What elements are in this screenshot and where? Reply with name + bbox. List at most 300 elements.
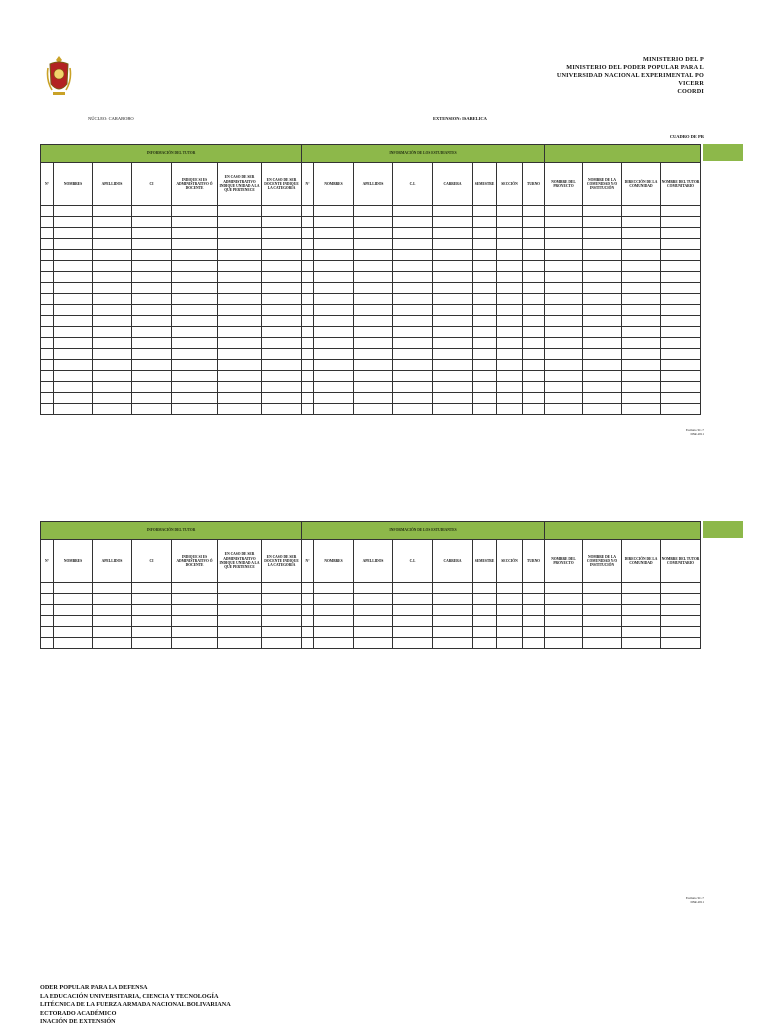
table-cell[interactable] <box>172 594 218 605</box>
table-cell[interactable] <box>172 393 218 404</box>
table-cell[interactable] <box>622 250 661 261</box>
table-cell[interactable] <box>354 261 393 272</box>
table-cell[interactable] <box>262 382 302 393</box>
table-cell[interactable] <box>622 316 661 327</box>
table-cell[interactable] <box>302 638 314 649</box>
table-cell[interactable] <box>54 217 93 228</box>
table-cell[interactable] <box>523 349 545 360</box>
table-cell[interactable] <box>314 206 354 217</box>
table-cell[interactable] <box>523 294 545 305</box>
table-cell[interactable] <box>132 250 172 261</box>
table-cell[interactable] <box>497 327 523 338</box>
table-cell[interactable] <box>218 360 262 371</box>
table-cell[interactable] <box>545 283 583 294</box>
table-cell[interactable] <box>433 239 473 250</box>
table-cell[interactable] <box>393 228 433 239</box>
table-cell[interactable] <box>473 583 497 594</box>
table-cell[interactable] <box>132 305 172 316</box>
table-cell[interactable] <box>622 594 661 605</box>
table-cell[interactable] <box>622 627 661 638</box>
table-cell[interactable] <box>473 294 497 305</box>
table-cell[interactable] <box>354 294 393 305</box>
table-cell[interactable] <box>93 283 132 294</box>
table-cell[interactable] <box>302 349 314 360</box>
table-cell[interactable] <box>433 206 473 217</box>
table-cell[interactable] <box>497 371 523 382</box>
table-cell[interactable] <box>497 261 523 272</box>
table-cell[interactable] <box>54 239 93 250</box>
table-cell[interactable] <box>172 305 218 316</box>
table-cell[interactable] <box>661 294 701 305</box>
table-cell[interactable] <box>41 594 54 605</box>
table-cell[interactable] <box>93 616 132 627</box>
table-cell[interactable] <box>393 371 433 382</box>
table-cell[interactable] <box>622 272 661 283</box>
table-cell[interactable] <box>433 228 473 239</box>
table-cell[interactable] <box>393 261 433 272</box>
table-cell[interactable] <box>314 217 354 228</box>
table-cell[interactable] <box>433 338 473 349</box>
table-cell[interactable] <box>497 404 523 415</box>
table-cell[interactable] <box>583 349 622 360</box>
table-cell[interactable] <box>393 327 433 338</box>
table-cell[interactable] <box>314 627 354 638</box>
table-cell[interactable] <box>93 404 132 415</box>
table-cell[interactable] <box>497 594 523 605</box>
table-cell[interactable] <box>583 583 622 594</box>
table-cell[interactable] <box>41 393 54 404</box>
table-cell[interactable] <box>302 393 314 404</box>
table-cell[interactable] <box>93 594 132 605</box>
table-cell[interactable] <box>583 382 622 393</box>
table-cell[interactable] <box>262 239 302 250</box>
table-cell[interactable] <box>54 627 93 638</box>
table-cell[interactable] <box>545 349 583 360</box>
table-cell[interactable] <box>473 371 497 382</box>
table-cell[interactable] <box>661 627 701 638</box>
table-cell[interactable] <box>93 349 132 360</box>
table-cell[interactable] <box>497 206 523 217</box>
table-cell[interactable] <box>497 627 523 638</box>
table-cell[interactable] <box>41 228 54 239</box>
table-cell[interactable] <box>302 250 314 261</box>
table-cell[interactable] <box>54 261 93 272</box>
table-cell[interactable] <box>218 393 262 404</box>
table-cell[interactable] <box>354 327 393 338</box>
table-cell[interactable] <box>172 583 218 594</box>
table-cell[interactable] <box>54 638 93 649</box>
table-cell[interactable] <box>393 305 433 316</box>
table-cell[interactable] <box>354 393 393 404</box>
table-cell[interactable] <box>218 250 262 261</box>
table-cell[interactable] <box>583 294 622 305</box>
table-cell[interactable] <box>93 261 132 272</box>
table-cell[interactable] <box>523 338 545 349</box>
table-cell[interactable] <box>41 371 54 382</box>
table-cell[interactable] <box>172 360 218 371</box>
table-cell[interactable] <box>262 316 302 327</box>
table-cell[interactable] <box>473 349 497 360</box>
table-cell[interactable] <box>545 250 583 261</box>
table-cell[interactable] <box>54 404 93 415</box>
table-cell[interactable] <box>93 393 132 404</box>
table-cell[interactable] <box>218 404 262 415</box>
table-cell[interactable] <box>545 294 583 305</box>
table-cell[interactable] <box>433 605 473 616</box>
table-cell[interactable] <box>54 360 93 371</box>
table-cell[interactable] <box>41 305 54 316</box>
table-cell[interactable] <box>93 382 132 393</box>
table-cell[interactable] <box>93 327 132 338</box>
table-cell[interactable] <box>473 616 497 627</box>
table-cell[interactable] <box>354 250 393 261</box>
table-cell[interactable] <box>314 327 354 338</box>
table-cell[interactable] <box>497 272 523 283</box>
table-cell[interactable] <box>302 371 314 382</box>
table-cell[interactable] <box>302 404 314 415</box>
table-cell[interactable] <box>583 206 622 217</box>
table-cell[interactable] <box>93 627 132 638</box>
table-cell[interactable] <box>545 605 583 616</box>
table-cell[interactable] <box>132 382 172 393</box>
table-cell[interactable] <box>93 228 132 239</box>
table-cell[interactable] <box>262 327 302 338</box>
table-cell[interactable] <box>622 261 661 272</box>
table-cell[interactable] <box>93 371 132 382</box>
table-cell[interactable] <box>314 616 354 627</box>
table-cell[interactable] <box>93 638 132 649</box>
table-cell[interactable] <box>523 627 545 638</box>
table-cell[interactable] <box>132 605 172 616</box>
table-cell[interactable] <box>622 638 661 649</box>
table-cell[interactable] <box>523 261 545 272</box>
table-cell[interactable] <box>393 627 433 638</box>
table-cell[interactable] <box>473 261 497 272</box>
table-cell[interactable] <box>622 393 661 404</box>
table-cell[interactable] <box>497 239 523 250</box>
table-cell[interactable] <box>661 349 701 360</box>
table-cell[interactable] <box>218 327 262 338</box>
table-cell[interactable] <box>583 239 622 250</box>
table-cell[interactable] <box>661 583 701 594</box>
table-cell[interactable] <box>523 327 545 338</box>
table-cell[interactable] <box>93 583 132 594</box>
table-cell[interactable] <box>132 327 172 338</box>
table-cell[interactable] <box>54 349 93 360</box>
table-cell[interactable] <box>622 605 661 616</box>
table-cell[interactable] <box>661 360 701 371</box>
table-cell[interactable] <box>393 616 433 627</box>
table-cell[interactable] <box>93 272 132 283</box>
table-cell[interactable] <box>172 228 218 239</box>
table-cell[interactable] <box>583 627 622 638</box>
table-cell[interactable] <box>132 206 172 217</box>
table-cell[interactable] <box>262 305 302 316</box>
table-cell[interactable] <box>622 583 661 594</box>
table-cell[interactable] <box>433 294 473 305</box>
table-cell[interactable] <box>218 338 262 349</box>
table-cell[interactable] <box>302 206 314 217</box>
table-cell[interactable] <box>661 616 701 627</box>
table-cell[interactable] <box>41 283 54 294</box>
table-cell[interactable] <box>314 261 354 272</box>
table-cell[interactable] <box>93 316 132 327</box>
table-cell[interactable] <box>262 371 302 382</box>
table-cell[interactable] <box>473 338 497 349</box>
table-cell[interactable] <box>132 404 172 415</box>
table-cell[interactable] <box>393 594 433 605</box>
table-cell[interactable] <box>393 283 433 294</box>
table-cell[interactable] <box>172 616 218 627</box>
table-cell[interactable] <box>262 206 302 217</box>
table-cell[interactable] <box>497 605 523 616</box>
table-cell[interactable] <box>661 371 701 382</box>
table-cell[interactable] <box>433 360 473 371</box>
table-cell[interactable] <box>354 371 393 382</box>
table-cell[interactable] <box>54 371 93 382</box>
table-cell[interactable] <box>523 206 545 217</box>
table-cell[interactable] <box>473 305 497 316</box>
table-cell[interactable] <box>314 283 354 294</box>
table-cell[interactable] <box>314 316 354 327</box>
table-cell[interactable] <box>583 638 622 649</box>
table-cell[interactable] <box>497 294 523 305</box>
table-cell[interactable] <box>583 250 622 261</box>
table-cell[interactable] <box>93 605 132 616</box>
table-cell[interactable] <box>262 294 302 305</box>
table-cell[interactable] <box>497 250 523 261</box>
table-cell[interactable] <box>354 616 393 627</box>
table-cell[interactable] <box>433 261 473 272</box>
table-cell[interactable] <box>473 217 497 228</box>
table-cell[interactable] <box>622 327 661 338</box>
table-cell[interactable] <box>433 316 473 327</box>
table-cell[interactable] <box>262 404 302 415</box>
table-cell[interactable] <box>302 605 314 616</box>
table-cell[interactable] <box>545 206 583 217</box>
table-cell[interactable] <box>583 360 622 371</box>
table-cell[interactable] <box>172 638 218 649</box>
table-cell[interactable] <box>314 404 354 415</box>
table-cell[interactable] <box>583 594 622 605</box>
table-cell[interactable] <box>262 627 302 638</box>
table-cell[interactable] <box>41 349 54 360</box>
table-cell[interactable] <box>497 283 523 294</box>
table-cell[interactable] <box>393 338 433 349</box>
table-cell[interactable] <box>314 294 354 305</box>
table-cell[interactable] <box>545 217 583 228</box>
table-cell[interactable] <box>132 283 172 294</box>
table-cell[interactable] <box>218 371 262 382</box>
table-cell[interactable] <box>172 250 218 261</box>
table-cell[interactable] <box>93 206 132 217</box>
table-cell[interactable] <box>132 261 172 272</box>
table-cell[interactable] <box>433 349 473 360</box>
table-cell[interactable] <box>545 239 583 250</box>
table-cell[interactable] <box>622 228 661 239</box>
table-cell[interactable] <box>218 605 262 616</box>
table-cell[interactable] <box>523 305 545 316</box>
table-cell[interactable] <box>497 393 523 404</box>
table-cell[interactable] <box>132 583 172 594</box>
table-cell[interactable] <box>622 338 661 349</box>
table-cell[interactable] <box>661 261 701 272</box>
table-cell[interactable] <box>545 382 583 393</box>
table-cell[interactable] <box>545 638 583 649</box>
table-cell[interactable] <box>54 228 93 239</box>
table-cell[interactable] <box>354 217 393 228</box>
table-cell[interactable] <box>314 228 354 239</box>
table-cell[interactable] <box>262 360 302 371</box>
table-cell[interactable] <box>354 316 393 327</box>
table-cell[interactable] <box>473 360 497 371</box>
table-cell[interactable] <box>262 605 302 616</box>
table-cell[interactable] <box>54 316 93 327</box>
table-cell[interactable] <box>473 283 497 294</box>
table-cell[interactable] <box>583 316 622 327</box>
table-cell[interactable] <box>393 250 433 261</box>
table-cell[interactable] <box>302 627 314 638</box>
table-cell[interactable] <box>433 404 473 415</box>
table-cell[interactable] <box>473 206 497 217</box>
table-cell[interactable] <box>661 594 701 605</box>
table-cell[interactable] <box>54 583 93 594</box>
table-cell[interactable] <box>661 228 701 239</box>
table-cell[interactable] <box>433 371 473 382</box>
table-cell[interactable] <box>523 217 545 228</box>
table-cell[interactable] <box>497 228 523 239</box>
table-cell[interactable] <box>393 605 433 616</box>
table-cell[interactable] <box>302 217 314 228</box>
table-cell[interactable] <box>314 583 354 594</box>
table-cell[interactable] <box>523 283 545 294</box>
table-cell[interactable] <box>545 360 583 371</box>
table-cell[interactable] <box>661 283 701 294</box>
table-cell[interactable] <box>41 239 54 250</box>
table-cell[interactable] <box>132 349 172 360</box>
table-cell[interactable] <box>314 349 354 360</box>
table-cell[interactable] <box>262 393 302 404</box>
table-cell[interactable] <box>54 272 93 283</box>
table-cell[interactable] <box>545 616 583 627</box>
table-cell[interactable] <box>93 250 132 261</box>
table-cell[interactable] <box>433 393 473 404</box>
table-cell[interactable] <box>545 327 583 338</box>
table-cell[interactable] <box>583 305 622 316</box>
table-cell[interactable] <box>262 228 302 239</box>
table-cell[interactable] <box>473 382 497 393</box>
table-cell[interactable] <box>622 404 661 415</box>
table-cell[interactable] <box>132 638 172 649</box>
table-cell[interactable] <box>302 616 314 627</box>
table-cell[interactable] <box>393 404 433 415</box>
table-cell[interactable] <box>54 283 93 294</box>
table-cell[interactable] <box>172 404 218 415</box>
table-cell[interactable] <box>132 371 172 382</box>
table-cell[interactable] <box>93 360 132 371</box>
table-cell[interactable] <box>218 316 262 327</box>
table-cell[interactable] <box>433 305 473 316</box>
table-cell[interactable] <box>218 261 262 272</box>
table-cell[interactable] <box>473 638 497 649</box>
table-cell[interactable] <box>661 305 701 316</box>
table-cell[interactable] <box>354 206 393 217</box>
table-cell[interactable] <box>132 627 172 638</box>
table-cell[interactable] <box>218 594 262 605</box>
table-cell[interactable] <box>433 638 473 649</box>
table-cell[interactable] <box>545 338 583 349</box>
table-cell[interactable] <box>314 250 354 261</box>
table-cell[interactable] <box>393 272 433 283</box>
table-cell[interactable] <box>302 316 314 327</box>
table-cell[interactable] <box>545 393 583 404</box>
table-cell[interactable] <box>218 627 262 638</box>
table-cell[interactable] <box>433 627 473 638</box>
table-cell[interactable] <box>218 272 262 283</box>
table-cell[interactable] <box>218 206 262 217</box>
table-cell[interactable] <box>473 327 497 338</box>
table-cell[interactable] <box>497 338 523 349</box>
table-cell[interactable] <box>172 338 218 349</box>
table-cell[interactable] <box>54 305 93 316</box>
table-cell[interactable] <box>218 228 262 239</box>
table-cell[interactable] <box>545 305 583 316</box>
table-cell[interactable] <box>545 272 583 283</box>
table-cell[interactable] <box>622 283 661 294</box>
table-cell[interactable] <box>622 206 661 217</box>
table-cell[interactable] <box>523 272 545 283</box>
table-cell[interactable] <box>354 627 393 638</box>
table-cell[interactable] <box>41 294 54 305</box>
table-cell[interactable] <box>262 594 302 605</box>
table-cell[interactable] <box>661 327 701 338</box>
table-cell[interactable] <box>473 228 497 239</box>
table-cell[interactable] <box>497 382 523 393</box>
table-cell[interactable] <box>41 360 54 371</box>
table-cell[interactable] <box>172 605 218 616</box>
table-cell[interactable] <box>172 371 218 382</box>
table-cell[interactable] <box>583 616 622 627</box>
table-cell[interactable] <box>262 638 302 649</box>
table-cell[interactable] <box>54 294 93 305</box>
table-cell[interactable] <box>354 283 393 294</box>
table-cell[interactable] <box>314 371 354 382</box>
table-cell[interactable] <box>302 338 314 349</box>
table-cell[interactable] <box>41 338 54 349</box>
table-cell[interactable] <box>583 404 622 415</box>
table-cell[interactable] <box>41 261 54 272</box>
table-cell[interactable] <box>545 261 583 272</box>
table-cell[interactable] <box>172 239 218 250</box>
table-cell[interactable] <box>433 327 473 338</box>
table-cell[interactable] <box>54 382 93 393</box>
table-cell[interactable] <box>354 272 393 283</box>
table-cell[interactable] <box>132 217 172 228</box>
table-cell[interactable] <box>54 338 93 349</box>
table-cell[interactable] <box>393 206 433 217</box>
table-cell[interactable] <box>41 627 54 638</box>
table-cell[interactable] <box>354 382 393 393</box>
table-cell[interactable] <box>54 594 93 605</box>
table-cell[interactable] <box>132 316 172 327</box>
table-cell[interactable] <box>54 393 93 404</box>
table-cell[interactable] <box>473 627 497 638</box>
table-cell[interactable] <box>393 583 433 594</box>
table-cell[interactable] <box>583 327 622 338</box>
table-cell[interactable] <box>354 360 393 371</box>
table-cell[interactable] <box>583 272 622 283</box>
table-cell[interactable] <box>314 638 354 649</box>
